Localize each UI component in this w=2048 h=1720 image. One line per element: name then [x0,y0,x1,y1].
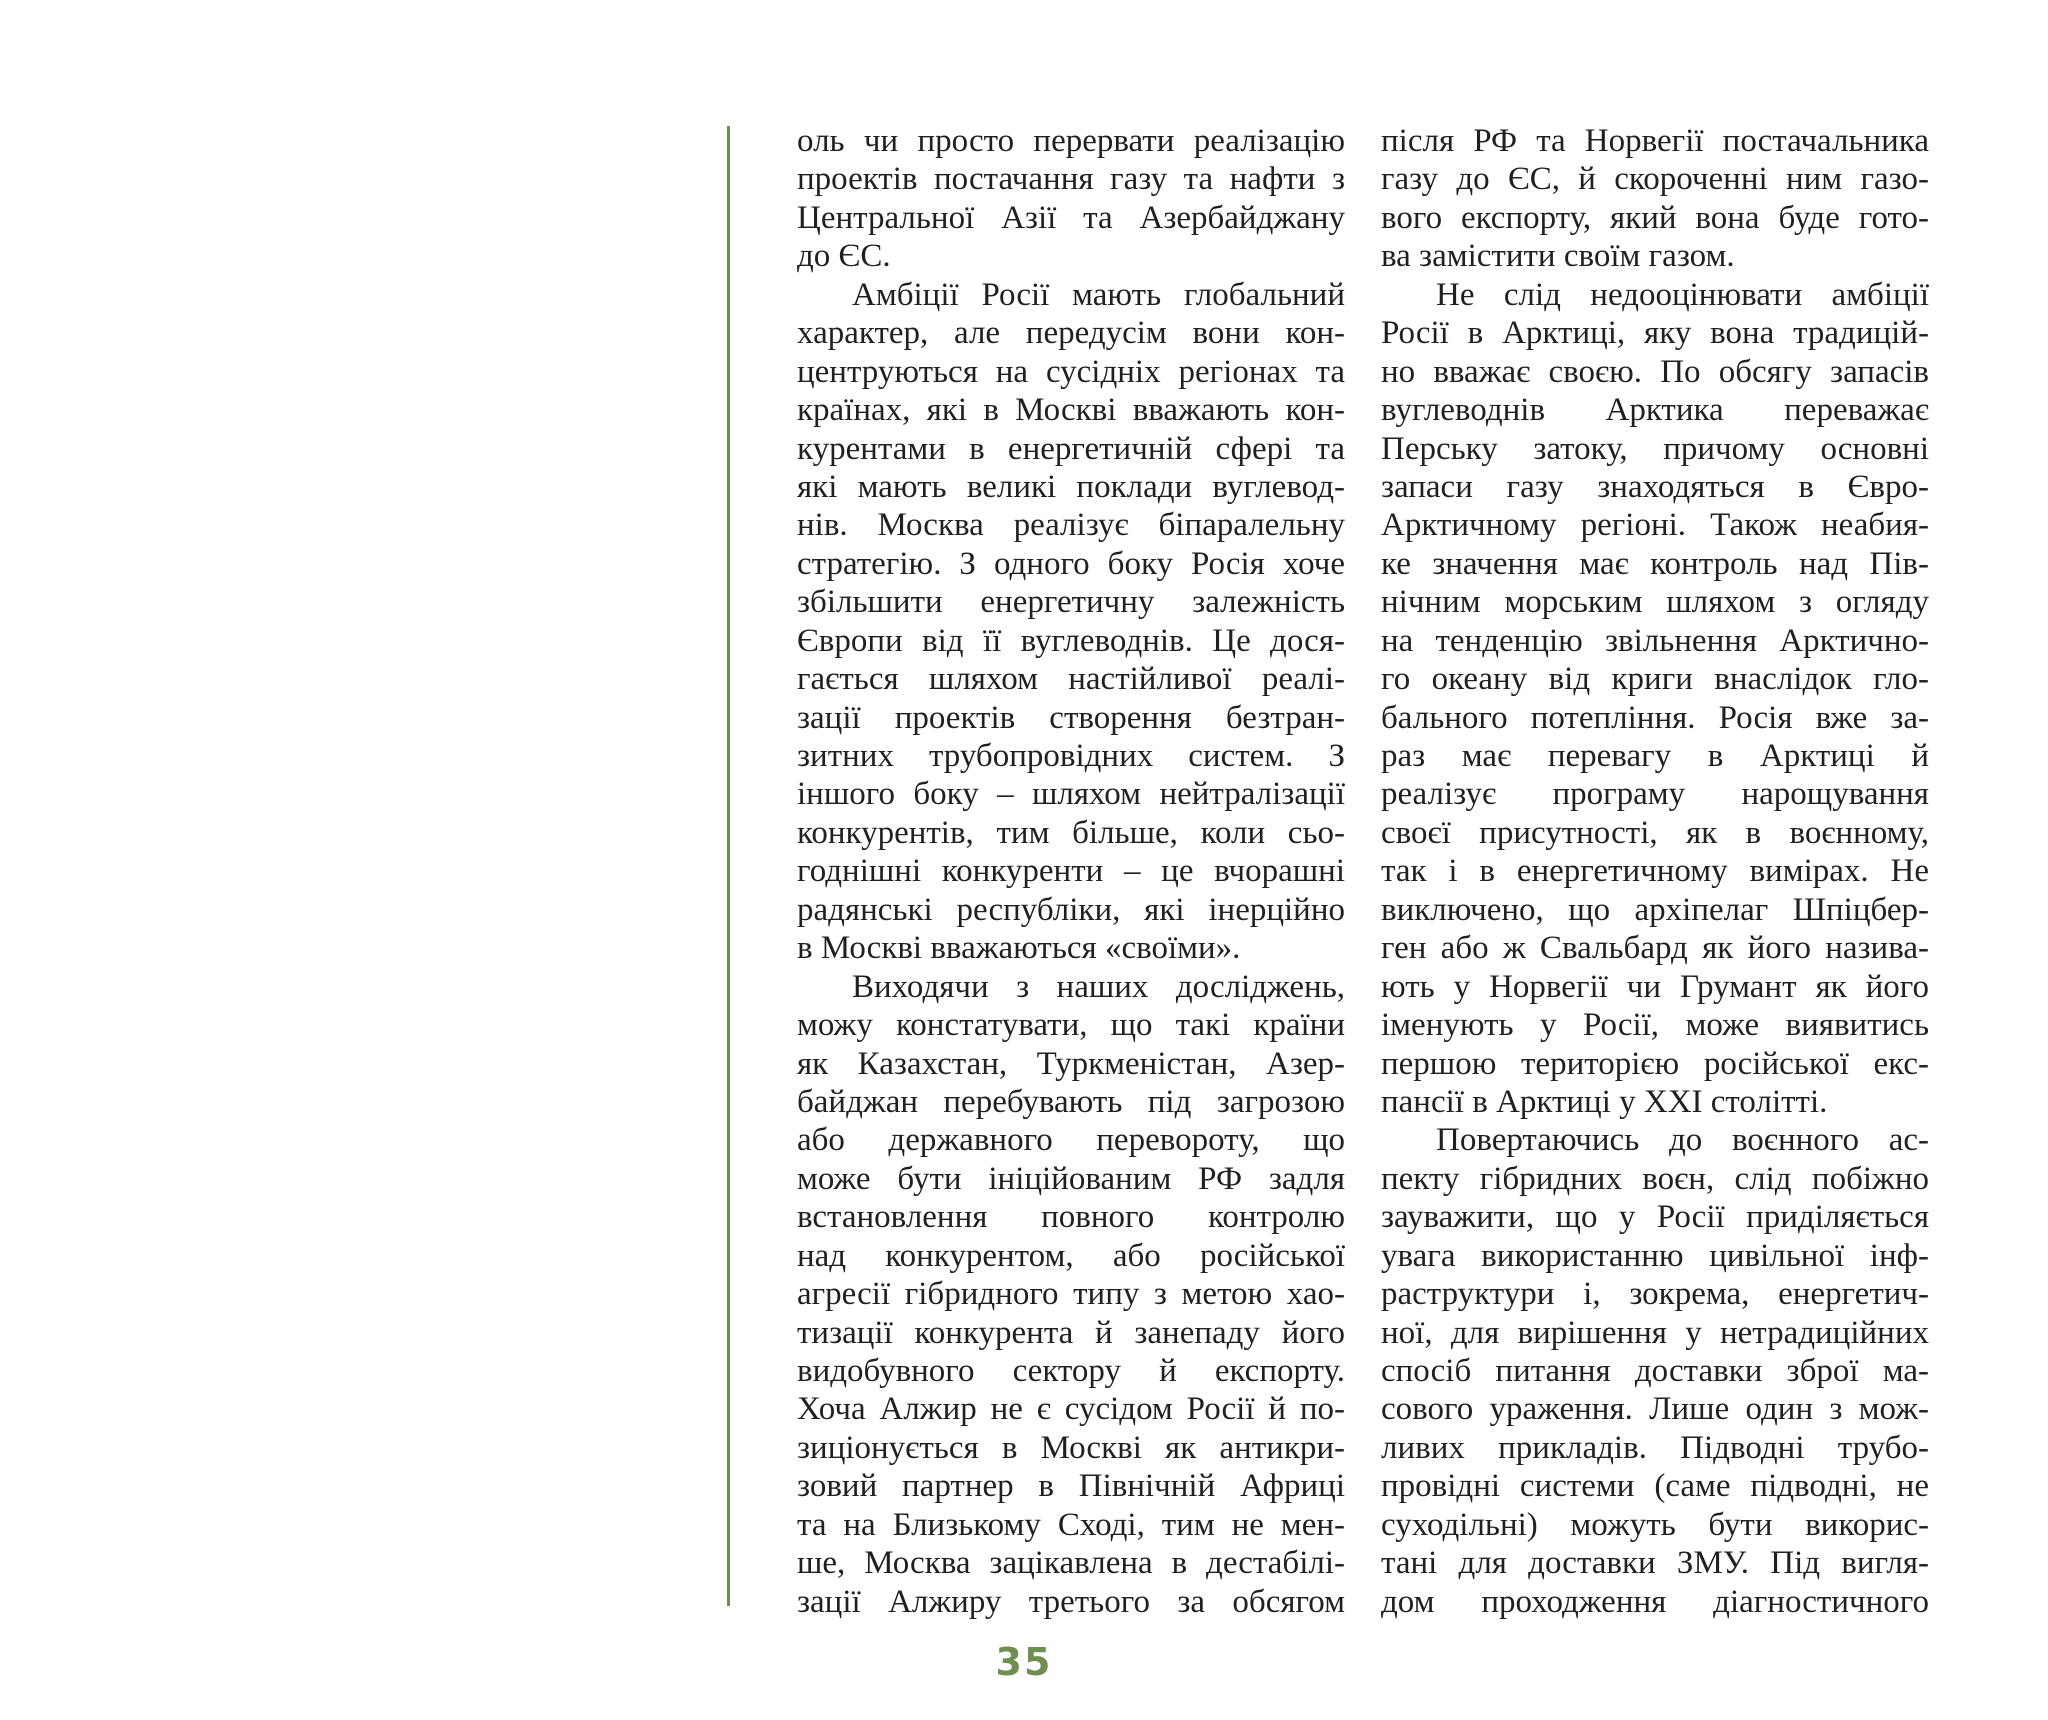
text-line: після РФ та Норвегії постачальника [1381,123,1929,159]
text-line: до ЄС. [797,238,891,275]
text-line: збільшити енергетичну залежність [797,584,1345,621]
text-line: нічним морським шляхом з огляду [1381,584,1929,621]
text-line: іменують у Росії, може виявитись [1381,1007,1929,1044]
text-line: ген або ж Свальбард як його назива- [1381,930,1929,967]
text-line: Виходячи з наших досліджень, [852,968,1345,1005]
text-line: годнішні конкуренти – це вчорашні [797,853,1345,890]
text-line: тизації конкурента й занепаду його [797,1314,1345,1351]
text-line: вого експорту, який вона буде гото- [1381,199,1929,236]
text-line: раз має перевагу в Арктиці й [1381,738,1929,774]
text-line: видобувного сектору й експорту. [797,1353,1345,1389]
text-line: спосіб питання доставки зброї ма- [1381,1353,1929,1389]
text-line: тані для доставки ЗМУ. Під вигля- [1381,1545,1929,1582]
text-line: но вважає своєю. По обсягу запасів [1381,353,1929,390]
text-line: ше, Москва зацікавлена в дестабілі- [797,1545,1345,1582]
text-line: так і в енергетичному вимірах. Не [1381,853,1929,890]
text-line: в Москві вважаються «своїми». [797,930,1241,967]
text-line: або державного перевороту, що [797,1122,1345,1159]
text-line: вуглеводнів Арктика переважає [1381,392,1929,429]
text-line: агресії гібридного типу з метою хао- [797,1276,1345,1313]
text-line: іншого боку – шляхом нейтралізації [797,776,1345,813]
text-line: увага використанню цивільної інф- [1381,1237,1929,1274]
text-line: ють у Норвегії чи Грумант як його [1381,968,1929,1005]
text-line: гається шляхом настійливої реалі- [797,661,1345,698]
text-line: реалізує програму нарощування [1381,776,1929,813]
text-line: Повертаючись до воєнного ас- [1436,1122,1929,1159]
text-line: ної, для вирішення у нетрадиційних [1381,1314,1929,1351]
text-line: оль чи просто перервати реалізацію [797,123,1345,159]
text-line: запаси газу знаходяться в Євро- [1381,468,1929,505]
text-column-left [797,122,1345,1621]
text-line: радянські республіки, які інерційно [797,891,1345,928]
text-line: як Казахстан, Туркменістан, Азер- [797,1045,1345,1082]
text-line: зації проектів створення безтран- [797,699,1345,736]
text-line: може бути ініційованим РФ задля [797,1160,1345,1197]
text-line: стратегію. З одного боку Росія хоче [797,545,1345,582]
text-line: дом проходження діагностичного [1381,1583,1929,1620]
text-line: суходільні) можуть бути викорис- [1381,1506,1929,1543]
text-line: характер, але передусім вони кон- [797,315,1345,352]
text-line: Хоча Алжир не є сусідом Росії й по- [797,1391,1345,1428]
text-line: Амбіції Росії мають глобальний [852,276,1345,313]
text-line: першою територією російської екс- [1381,1045,1929,1082]
text-line: проектів постачання газу та нафти з [797,161,1345,198]
text-line: Європи від її вуглеводнів. Це дося- [797,622,1345,659]
text-line: зауважити, що у Росії приділяється [1381,1199,1929,1236]
text-line: ке значення має контроль над Пів- [1381,545,1929,582]
text-line: встановлення повного контролю [797,1199,1345,1236]
text-line: конкурентів, тим більше, коли сьо- [797,814,1345,851]
text-line: байджан перебувають під загрозою [797,1083,1345,1120]
text-line: сового ураження. Лише один з мож- [1381,1391,1929,1428]
text-line: газу до ЄС, й скороченні ним газо- [1381,161,1929,198]
text-line: зації Алжиру третього за обсягом [797,1583,1345,1620]
margin-rule [727,126,730,1606]
text-line: провідні системи (саме підводні, не [1381,1468,1929,1505]
text-line: можу констатувати, що такі країни [797,1007,1345,1044]
text-line: пансії в Арктиці у XXI столітті. [1381,1083,1828,1120]
text-line: виключено, що архіпелаг Шпіцбер- [1381,891,1929,928]
text-line: нів. Москва реалізує біпаралельну [797,507,1345,544]
text-line: зитних трубопровідних систем. З [797,738,1345,774]
text-line: зовий партнер в Північній Африці [797,1468,1345,1505]
text-line: пекту гібридних воєн, слід побіжно [1381,1160,1929,1197]
text-line: ва замістити своїм газом. [1381,238,1735,275]
text-line: бального потепління. Росія вже за- [1381,699,1929,736]
text-line: над конкурентом, або російської [797,1237,1345,1274]
text-line: раструктури і, зокрема, енергетич- [1381,1276,1929,1313]
text-line: центруються на сусідніх регіонах та [797,353,1345,390]
text-line: зиціонується в Москві як антикри- [797,1429,1345,1466]
text-line: Росії в Арктиці, яку вона традицій- [1381,315,1929,352]
text-line: курентами в енергетичній сфері та [797,430,1345,467]
text-line: країнах, які в Москві вважають кон- [797,392,1345,429]
text-line: на тенденцію звільнення Арктично- [1381,622,1929,659]
text-line: го океану від криги внаслідок гло- [1381,661,1929,698]
text-line: ливих прикладів. Підводні трубо- [1381,1429,1929,1466]
text-column-right [1381,122,1929,1621]
text-line: та на Близькому Сході, тим не мен- [797,1506,1345,1543]
text-line: Центральної Азії та Азербайджану [797,199,1345,236]
page-number: 35 [995,1640,1053,1684]
text-line: Перську затоку, причому основні [1381,430,1929,467]
text-line: своєї присутності, як в воєнному, [1381,814,1929,851]
text-line: які мають великі поклади вуглевод- [797,468,1345,505]
text-line: Арктичному регіоні. Також неабия- [1381,507,1929,544]
text-line: Не слід недооцінювати амбіції [1436,276,1929,313]
